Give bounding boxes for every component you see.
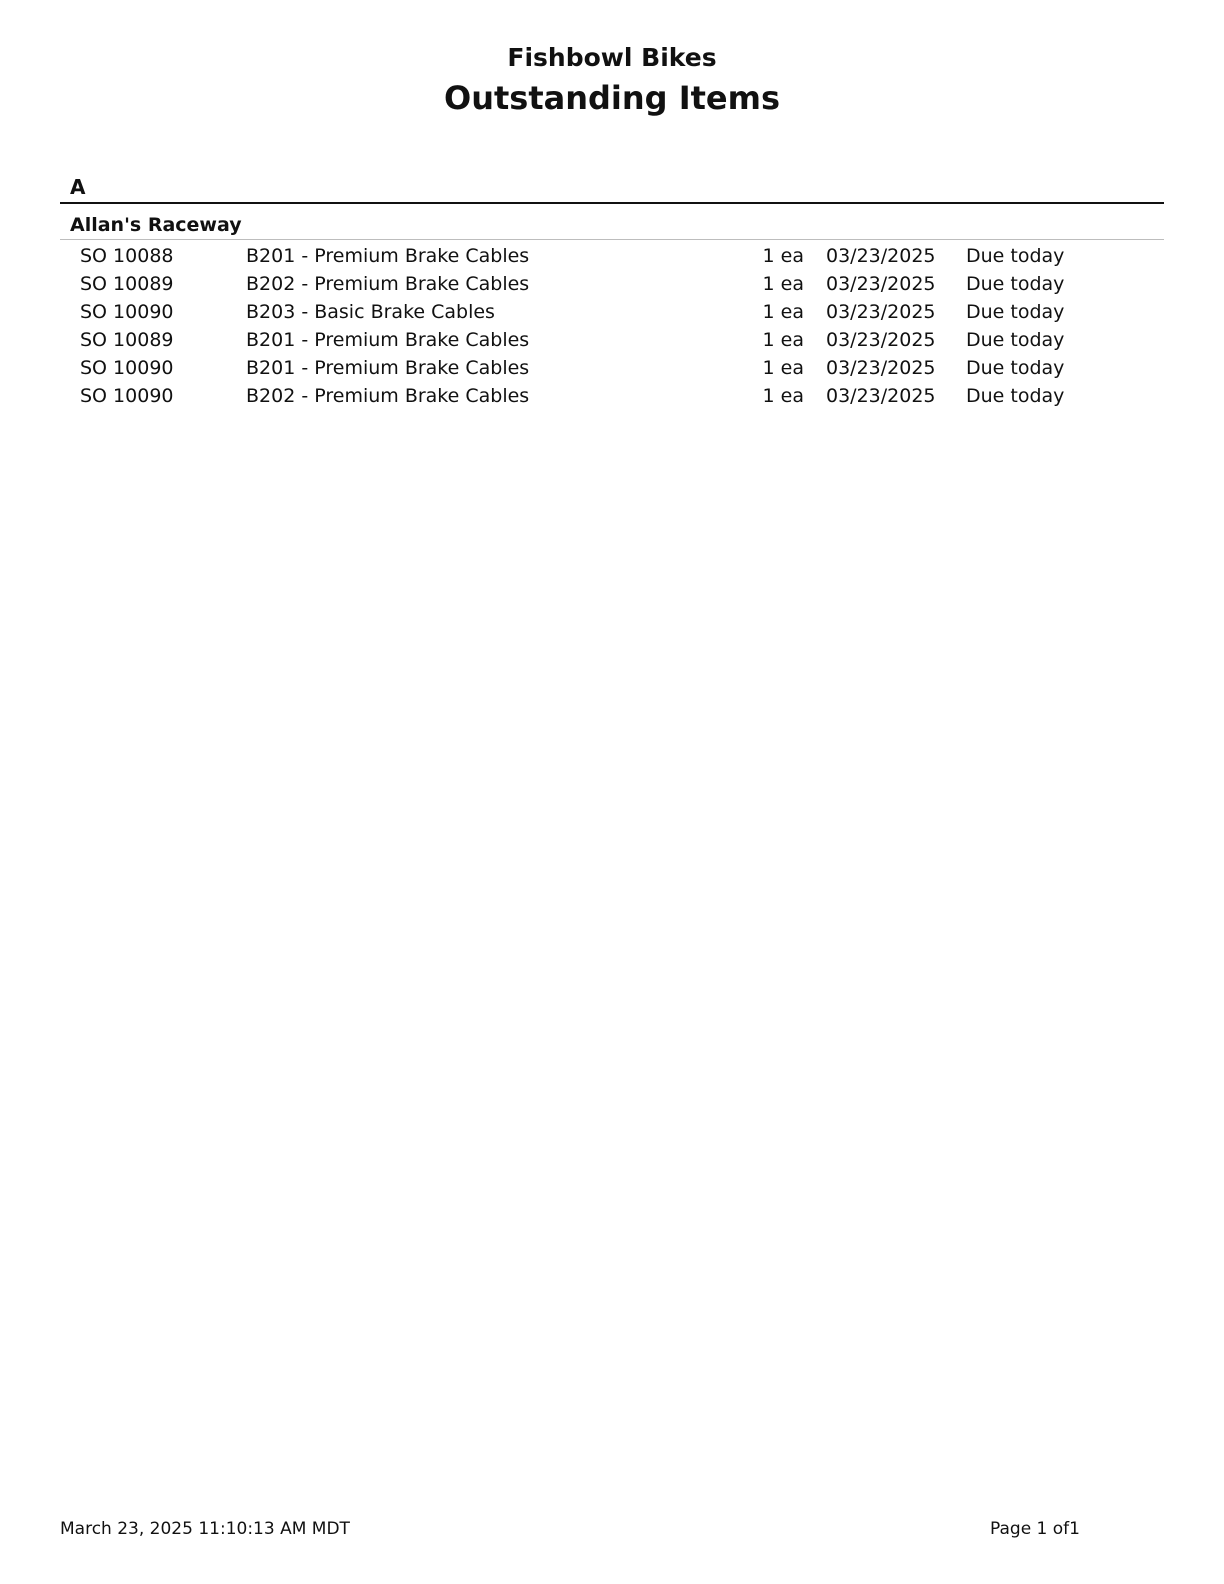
- customer-name: Allan's Raceway: [70, 214, 242, 236]
- item-description: B202 - Premium Brake Cables: [246, 385, 530, 407]
- sales-order-number: SO 10090: [80, 357, 174, 379]
- quantity: 1 ea: [762, 301, 804, 323]
- company-name: Fishbowl Bikes: [507, 43, 717, 72]
- customer-divider: [60, 239, 1164, 240]
- outstanding-items-list: [0, 242, 1224, 410]
- list-item: [0, 354, 1224, 382]
- quantity: 1 ea: [762, 273, 804, 295]
- item-description: B203 - Basic Brake Cables: [246, 301, 495, 323]
- due-date: 03/23/2025: [826, 245, 936, 267]
- due-status: Due today: [966, 329, 1065, 351]
- item-description: B201 - Premium Brake Cables: [246, 245, 530, 267]
- list-item: [0, 270, 1224, 298]
- list-item: [0, 298, 1224, 326]
- item-description: B201 - Premium Brake Cables: [246, 329, 530, 351]
- due-status: Due today: [966, 301, 1065, 323]
- due-date: 03/23/2025: [826, 329, 936, 351]
- list-item: [0, 326, 1224, 354]
- list-item: [0, 382, 1224, 410]
- quantity: 1 ea: [762, 385, 804, 407]
- sales-order-number: SO 10090: [80, 385, 174, 407]
- quantity: 1 ea: [762, 329, 804, 351]
- page-number: Page 1 of1: [990, 1519, 1080, 1539]
- report-timestamp: March 23, 2025 11:10:13 AM MDT: [60, 1519, 350, 1539]
- group-letter-heading: A: [70, 175, 86, 199]
- sales-order-number: SO 10088: [80, 245, 174, 267]
- quantity: 1 ea: [762, 357, 804, 379]
- due-status: Due today: [966, 357, 1065, 379]
- sales-order-number: SO 10089: [80, 329, 174, 351]
- quantity: 1 ea: [762, 245, 804, 267]
- report-title: Outstanding Items: [444, 79, 780, 117]
- due-status: Due today: [966, 385, 1065, 407]
- due-date: 03/23/2025: [826, 385, 936, 407]
- due-status: Due today: [966, 245, 1065, 267]
- sales-order-number: SO 10090: [80, 301, 174, 323]
- due-date: 03/23/2025: [826, 357, 936, 379]
- list-item: [0, 242, 1224, 270]
- item-description: B201 - Premium Brake Cables: [246, 357, 530, 379]
- due-date: 03/23/2025: [826, 301, 936, 323]
- group-divider: [60, 202, 1164, 204]
- item-description: B202 - Premium Brake Cables: [246, 273, 530, 295]
- due-status: Due today: [966, 273, 1065, 295]
- sales-order-number: SO 10089: [80, 273, 174, 295]
- due-date: 03/23/2025: [826, 273, 936, 295]
